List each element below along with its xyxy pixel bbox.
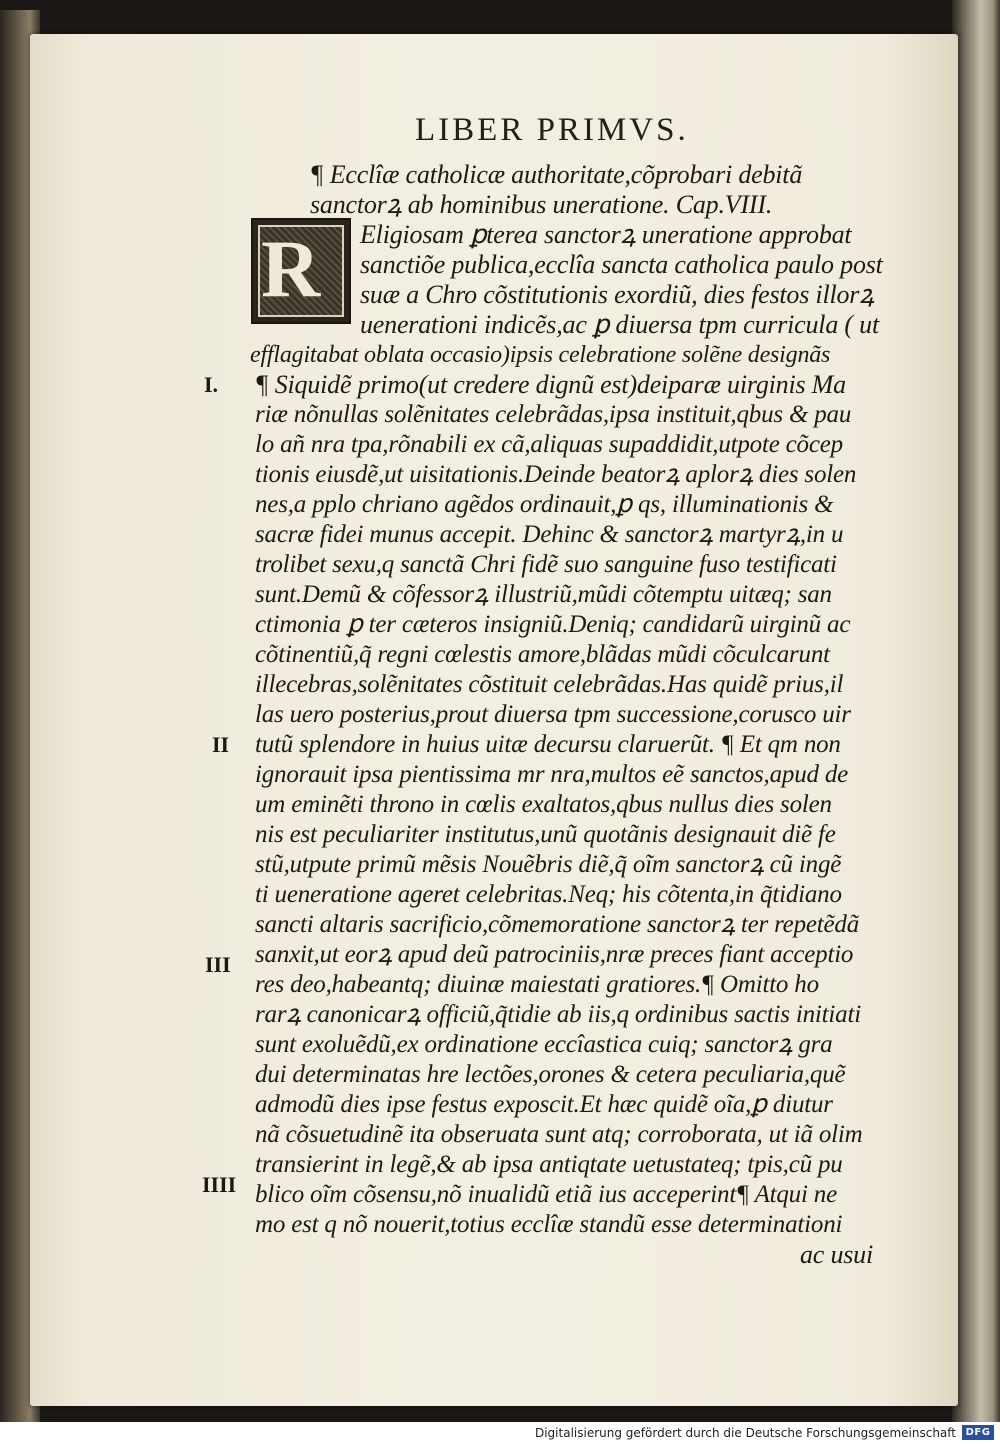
text-line: sancti altaris sacrificio,cõmemoratione sanctorꝝ ter repetẽdã bbox=[255, 911, 860, 938]
text-line: nã cõsuetudinẽ ita obseruata sunt atq; corroborata, ut iã olim bbox=[255, 1121, 863, 1148]
text-line: trolibet sexu,q sanctã Chri fidẽ suo sanguine fuso testificati bbox=[255, 551, 837, 578]
catchword: ac usui bbox=[800, 1240, 873, 1269]
text-line: dui determinatas hre lectões,orones & cetera peculiaria,quẽ bbox=[255, 1061, 846, 1088]
book-edge-right bbox=[952, 0, 1000, 1422]
text-line: nis est peculiariter institutus,unũ quotãnis designauit diẽ fe bbox=[255, 821, 836, 848]
text-line: um eminẽti throno in cœlis exaltatos,qbus nullus dies solen bbox=[255, 791, 832, 818]
text-line: sacræ fidei munus accepit. Dehinc & sanctorꝝ martyrꝝ,in u bbox=[255, 521, 844, 548]
text-line: lo añ nra tpa,rõnabili ex cã,aliquas supaddidit,utpote cõcep bbox=[255, 431, 843, 458]
decorated-initial bbox=[251, 218, 351, 324]
text-line: ¶ Siquidẽ primo(ut credere dignũ est)deiparæ uirginis Ma bbox=[255, 370, 846, 399]
margin-note: IIII bbox=[202, 1172, 237, 1197]
text-line: illecebras,solẽnitates cõstituit celebrãdas.Has quidẽ prius,il bbox=[255, 671, 844, 698]
margin-note: II bbox=[212, 732, 230, 757]
text-line: sanxit,ut eorꝝ apud deũ patrociniis,nræ preces fiant acceptio bbox=[255, 941, 854, 968]
footer-bar bbox=[0, 1422, 1000, 1444]
text-line: uenerationi indicẽs,ac ꝑ diuersa tpm curricula ( ut bbox=[360, 310, 880, 339]
running-head: LIBER PRIMVS. bbox=[415, 112, 689, 148]
text-line: sunt exoluẽdũ,ex ordinatione eccîastica cuiq; sanctorꝝ gra bbox=[255, 1031, 833, 1058]
text-line: riæ nõnullas solẽnitates celebrãdas,ipsa instituit,qbus & pau bbox=[255, 401, 852, 428]
text-line: ignorauit ipsa pientissima mr nra,multos eẽ sanctos,apud de bbox=[255, 761, 849, 788]
text-line: sanctiõe publica,ecclîa sancta catholica paulo post bbox=[360, 250, 883, 279]
text-line: Eligiosam ꝑterea sanctorꝝ uneratione approbat bbox=[360, 220, 852, 249]
margin-note: III bbox=[205, 952, 231, 977]
text-line: sanctorꝝ ab hominibus uneratione. Cap.VIII. bbox=[310, 190, 773, 219]
margin-note: I. bbox=[204, 372, 219, 397]
text-line: ctimonia ꝑ ter cæteros insigniũ.Deniq; candidarũ uirginũ ac bbox=[255, 611, 851, 638]
text-line: efflagitabat oblata occasio)ipsis celebratione solẽne designãs bbox=[250, 342, 831, 368]
text-line: tutũ splendore in huius uitæ decursu claruerũt. ¶ Et qm non bbox=[255, 731, 841, 758]
text-line: admodũ dies ipse festus exposcit.Et hæc quidẽ oĩa,ꝑ diutur bbox=[255, 1091, 833, 1118]
text-line: nes,a pplo chriano agẽdos ordinauit,ꝑ qs, illuminationis & bbox=[255, 491, 834, 518]
text-line: sunt.Demũ & cõfessorꝝ illustriũ,mũdi cõtemptu uitæq; san bbox=[255, 581, 832, 608]
text-line: suæ a Chro cõstitutionis exordiũ, dies festos illorꝝ bbox=[360, 280, 875, 309]
initial-letter: R bbox=[261, 223, 321, 314]
dfg-logo: DFG bbox=[962, 1425, 994, 1440]
footer-credit: Digitalisierung gefördert durch die Deutsche Forschungsgemeinschaft bbox=[534, 1426, 956, 1440]
text-line: res deo,habeantq; diuinæ maiestati gratiores.¶ Omitto ho bbox=[255, 971, 819, 998]
text-line: transierint in legẽ,& ab ipsa antiqtate uetustateq; tpis,cũ pu bbox=[255, 1151, 843, 1178]
text-line: stũ,utpute primũ mẽsis Nouẽbris diẽ,q̃ oĩm sanctorꝝ cũ ingẽ bbox=[255, 851, 842, 878]
text-line: rarꝝ canonicarꝝ officiũ,q̃tidie ab iis,q ordinibus sactis initiati bbox=[255, 1001, 861, 1028]
text-line: mo est q nõ nouerit,totius ecclîæ standũ esse determinationi bbox=[255, 1211, 843, 1238]
text-line: cõtinentiũ,q̃ regni cœlestis amore,blãdas mũdi cõculcarunt bbox=[255, 641, 830, 668]
text-line: las uero posterius,prout diuersa tpm successione,corusco uir bbox=[255, 701, 851, 728]
text-line: ti ueneratione ageret celebritas.Neq; his cõtenta,in q̃tidiano bbox=[255, 881, 842, 908]
text-line: blico oĩm cõsensu,nõ inualidũ etiã ius acceperint¶ Atqui ne bbox=[255, 1181, 837, 1208]
text-line: ¶ Ecclîæ catholicæ authoritate,cõprobari debitã bbox=[310, 160, 803, 189]
text-line: tionis eiusdẽ,ut uisitationis.Deinde beatorꝝ aplorꝝ dies solen bbox=[255, 461, 857, 488]
